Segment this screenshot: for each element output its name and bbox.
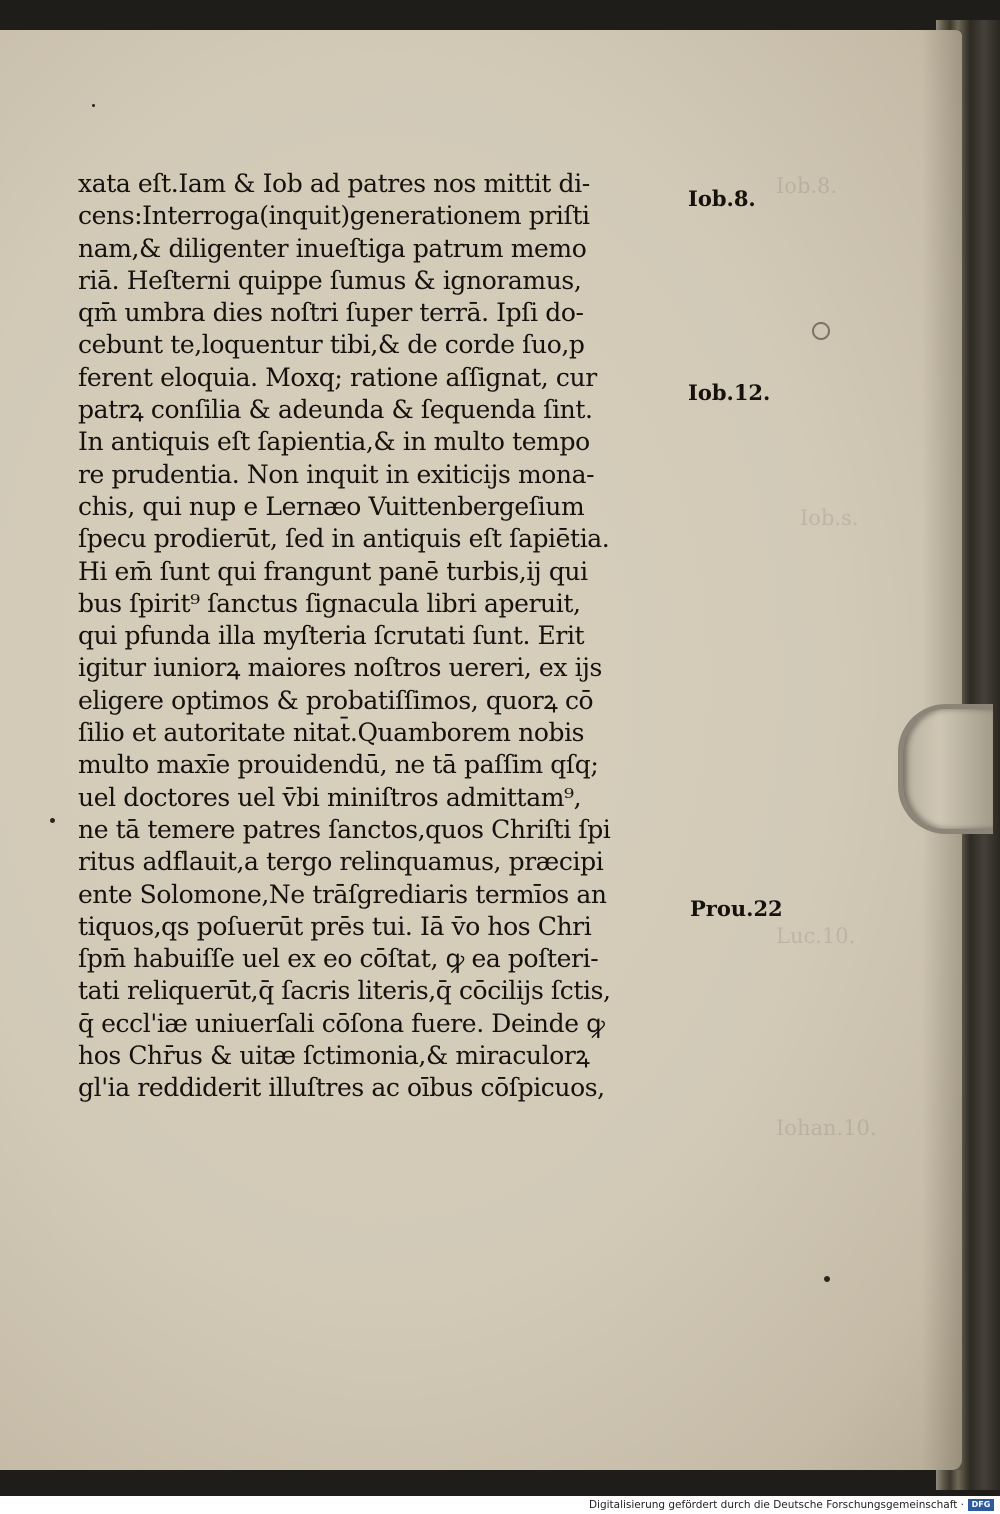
text-line: hos Chr̄us & uitæ ſctimonia,& miraculorꝝ [78, 1041, 590, 1071]
book-clasp [898, 704, 993, 834]
paper-blemish [812, 322, 830, 340]
text-line: qui pfunda illa myſteria ſcrutati ſunt. Erit [78, 621, 585, 651]
text-line: In antiquis eſt ſapientia,& in multo tempo [78, 427, 590, 457]
text-line: cebunt te,loquentur tibi,& de corde ſuo,p [78, 330, 585, 360]
text-line: uel doctores uel v̄bi miniſtros admittam⁹, [78, 782, 582, 812]
footer-credit-text: Digitalisierung gefördert durch die Deutsche Forschungsgemeinschaft · [588, 1499, 964, 1511]
text-line: eligere optimos & probatiſſimos, quorꝝ cō [78, 685, 594, 715]
text-line: re prudentia. Non inquit in exiticijs mona- [78, 459, 595, 489]
text-line: nam,& diligenter inueſtiga patrum memo [78, 233, 587, 263]
text-line: bus ſpirit⁹ ſanctus ſignacula libri aperuit, [78, 588, 581, 618]
ink-speck [50, 818, 55, 823]
text-line: ferent eloquia. Moxq; ratione aſſignat, cur [78, 362, 597, 392]
text-line: ritus adflauit,a tergo relinquamus, præcipi [78, 847, 604, 877]
ink-speck [824, 1276, 830, 1282]
text-line: ſilio et autoritate nitat̄.Quamborem nobis [78, 718, 585, 748]
text-line: ſpm̄ habuiſſe uel ex eo cōſtat, ꝙ ea poſteri- [78, 944, 599, 974]
text-line: cens:Interroga(inquit)generationem priſti [78, 201, 590, 231]
marginal-note-prou-22: Prou.22 [690, 896, 783, 921]
text-line: riā. Heſterni quippe ſumus & ignoramus, [78, 265, 582, 295]
body-text [78, 168, 698, 1105]
marginal-note-job-8: Iob.8. [688, 186, 756, 211]
ink-speck [92, 104, 95, 107]
show-through-mark: Iob.8. [776, 174, 838, 198]
text-line: q̄ eccl'iæ uniuerſali cōſona fuere. Deinde ꝙ [78, 1008, 605, 1038]
show-through-mark: Luc.10. [776, 924, 856, 948]
text-line: tati reliquerūt,q̄ ſacris literis,q̄ cōcilijs ſctis, [78, 976, 611, 1006]
text-line: ſpecu prodierūt, ſed in antiquis eſt ſapiētia. [78, 524, 610, 554]
text-line: multo maxīe prouidendū, ne tā paſſim qſq; [78, 750, 599, 780]
text-line: patrꝝ conſilia & adeunda & ſequenda ſint. [78, 395, 593, 425]
text-line: igitur iuniorꝝ maiores noſtros uereri, ex ijs [78, 653, 602, 683]
text-line: qm̄ umbra dies noſtri ſuper terrā. Ipſi do- [78, 298, 584, 328]
show-through-mark: Iohan.10. [776, 1116, 877, 1140]
text-line: gl'ia reddiderit illuſtres ac oībus cōſpicuos, [78, 1073, 605, 1103]
text-line: tiquos,qs poſuerūt prēs tui. Iā v̄o hos Chri [78, 911, 592, 941]
text-line: ente Solomone,Ne trāſgrediaris termīos an [78, 879, 607, 909]
marginal-note-job-12: Iob.12. [688, 380, 771, 405]
text-line: Hi em̄ ſunt qui frangunt panē turbis,ij qui [78, 556, 588, 586]
book-page [0, 30, 962, 1470]
digitization-footer [0, 1496, 1000, 1514]
dfg-logo: DFG [968, 1499, 994, 1511]
text-line: xata eſt.Iam & Iob ad patres nos mittit di- [78, 169, 590, 198]
text-line: chis, qui nup e Lernæo Vuittenbergeſium [78, 491, 585, 521]
show-through-mark: Iob.s. [800, 506, 859, 530]
text-line: ne tā temere patres ſanctos,quos Chriſti ſpi [78, 814, 611, 844]
